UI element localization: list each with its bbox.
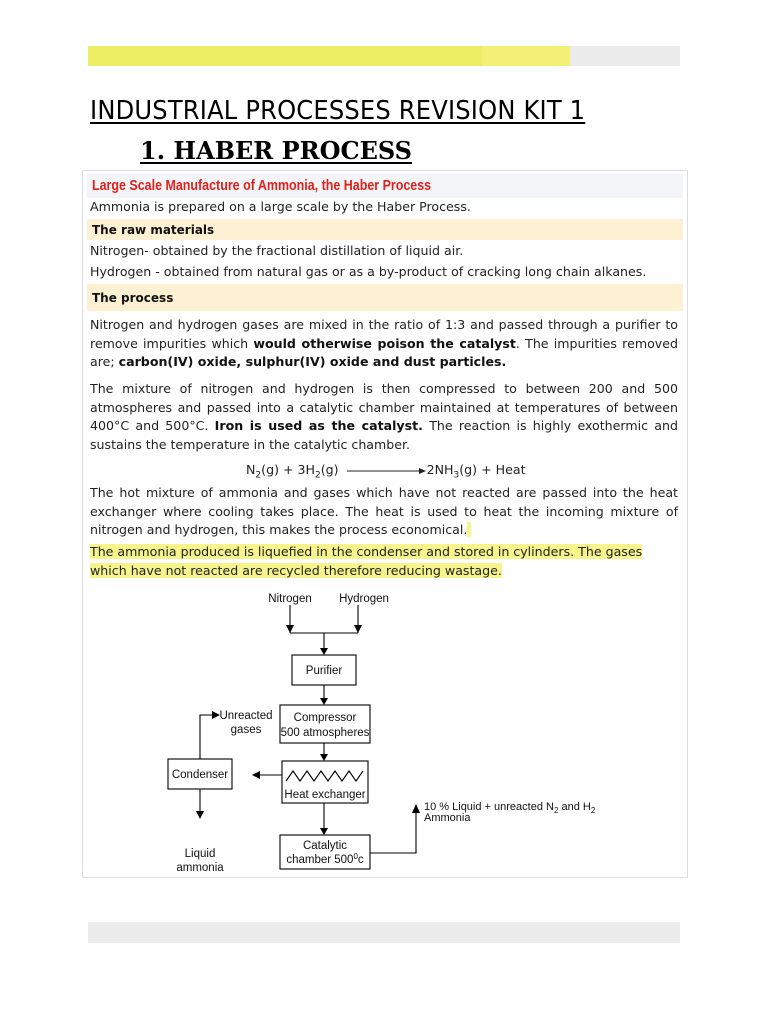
process-paragraph-2 [90,380,678,454]
recycle-text-1: 10 % Liquid + unreacted N [424,801,554,813]
p3-text: The hot mixture of ammonia and gases which have not reacted are passed into the heat exchanger where cooling takes place. The heat is used to heat the incoming mixture of nitrogen and hydrogen, this makes the process economical. [90,485,678,537]
hydrogen-source: Hydrogen - obtained from natural gas or as a by-product of cracking long chain alkanes. [90,264,647,279]
section-title: 1. HABER PROCESS [140,136,413,165]
arrowhead-icon [320,648,328,655]
eq-nh: 2NH [426,462,454,477]
p1-text-c: . The impurities removed are; [90,335,678,369]
top-highlight-yellow [88,46,482,66]
recycle-text-mid: and H [558,801,591,813]
process-heading-row [87,284,683,311]
process-paragraph-4 [90,543,678,580]
condenser-label: Condenser [171,769,229,781]
catalytic-label-1: Catalytic [302,840,348,852]
kit-title: INDUSTRIAL PROCESSES REVISION KIT 1 [90,96,586,126]
p2-bold-catalyst: Iron is used as the catalyst. [214,418,423,433]
arrowhead-icon [252,771,260,779]
reaction-arrow-icon [343,466,427,476]
bottom-bar [88,922,680,943]
nitrogen-source: Nitrogen- obtained by the fractional distillation of liquid air. [90,243,464,258]
p2-text-c: The reaction is highly exothermic and sustains the temperature in the catalytic chamber. [90,418,678,452]
gases-label: gases [230,724,262,736]
eq-heat: (g) + Heat [459,462,526,477]
hydrogen-label: Hydrogen [339,593,389,605]
haber-equation [246,462,526,481]
recycle-sub-1: 2 [553,806,559,815]
heat-exchanger-coil [286,771,363,781]
arrowhead-icon [320,754,328,761]
catalytic-label-2: chamber 500 [286,854,354,866]
haber-process-flow-diagram [160,585,620,875]
catalytic-unit: c [357,854,364,866]
process-paragraph-1 [90,316,678,372]
catalytic-degree: 0 [353,852,358,861]
arrowhead-icon [286,625,294,633]
process-paragraph-3 [90,484,678,540]
p1-bold-impurities: carbon(IV) oxide, sulphur(IV) oxide and dust particles. [118,354,507,369]
arrowhead-icon [320,698,328,705]
top-highlight-bar [88,46,680,66]
ammonia-label: ammonia [176,862,224,874]
heat-exchanger-label: Heat exchanger [284,789,366,801]
eq-g: (g) [320,462,339,477]
intro-text: Ammonia is prepared on a large scale by the Haber Process. [90,199,471,214]
p3-highlight-mark [467,522,471,537]
eq-h: (g) + 3H [261,462,316,477]
raw-materials-heading: The raw materials [92,223,215,237]
unreacted-return-line [200,715,212,759]
catalytic-temp-label [286,852,364,866]
arrowhead-icon [412,804,420,813]
raw-materials-heading-row [87,219,683,240]
arrowhead-icon [354,625,362,633]
box-header [87,174,683,198]
liquid-label: Liquid [184,848,216,860]
box-title: Large Scale Manufacture of Ammonia, the Haber Process [92,178,432,194]
p1-text-a: Nitrogen and hydrogen gases are mixed in the ratio of 1:3 and passed through a purifier to remove impurities which [90,317,678,351]
unreacted-label: Unreacted [219,710,273,722]
arrowhead-icon [196,811,204,819]
p2-text-a: The mixture of nitrogen and hydrogen is then compressed to between 200 and 500 atmospheres and passed into a catalytic chamber maintained at temperatures of between 400°C and 500°C. [90,381,678,433]
p1-bold-poison: would otherwise poison the catalyst [253,335,516,351]
purifier-label: Purifier [305,665,343,677]
eq-sub-2: 2 [315,470,321,481]
recycle-sub-2: 2 [590,806,596,815]
eq-n: N [246,462,256,477]
top-highlight-yellow-2 [482,46,570,66]
compressor-pressure-label: 500 atmospheres [280,727,370,739]
p4-highlighted-text: The ammonia produced is liquefied in the condenser and stored in cylinders. The gases which have not reacted are recycled therefore reducing wastage. [90,544,643,578]
arrowhead-icon [320,828,328,835]
compressor-label: Compressor [293,712,357,724]
eq-sub-1: 2 [255,470,262,481]
process-heading: The process [92,291,174,305]
recycle-ammonia-label: Ammonia [424,812,471,824]
nitrogen-label: Nitrogen [268,593,312,605]
catalytic-label [303,840,347,852]
recycle-line [370,811,416,853]
eq-sub-3: 3 [453,470,460,481]
